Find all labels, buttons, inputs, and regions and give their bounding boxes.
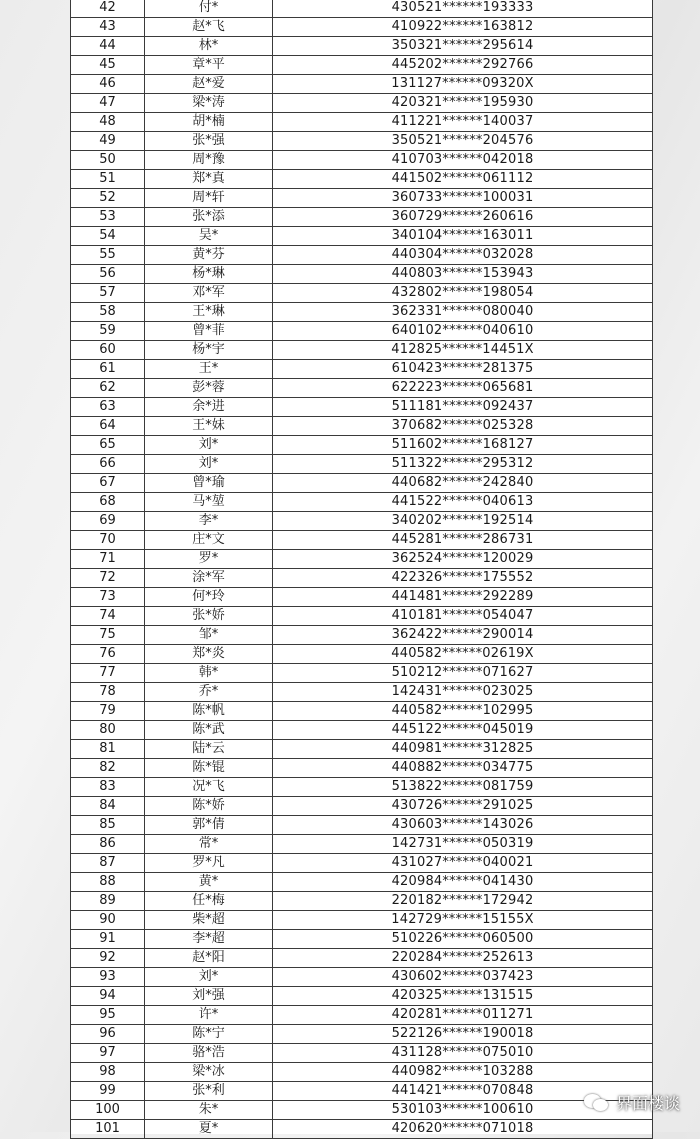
id-number-cell: 350321******295614 — [273, 37, 653, 56]
id-number-cell: 410703******042018 — [273, 151, 653, 170]
id-number-cell: 131127******09320X — [273, 75, 653, 94]
name-cell: 陈*宁 — [145, 1025, 273, 1044]
row-number-cell: 66 — [71, 455, 145, 474]
id-number-cell: 430602******037423 — [273, 968, 653, 987]
id-number-cell: 430603******143026 — [273, 816, 653, 835]
row-number-cell: 46 — [71, 75, 145, 94]
table-row — [71, 94, 653, 113]
name-cell: 杨*宇 — [145, 341, 273, 360]
row-number-cell: 83 — [71, 778, 145, 797]
table-row — [71, 341, 653, 360]
id-number-cell: 440582******102995 — [273, 702, 653, 721]
table-row — [71, 1082, 653, 1101]
id-number-cell: 445281******286731 — [273, 531, 653, 550]
row-number-cell: 90 — [71, 911, 145, 930]
table-row — [71, 455, 653, 474]
watermark-text: 界面楼谈 — [615, 1094, 680, 1113]
row-number-cell: 48 — [71, 113, 145, 132]
table-row — [71, 474, 653, 493]
row-number-cell: 51 — [71, 170, 145, 189]
row-number-cell: 44 — [71, 37, 145, 56]
id-number-cell: 440803******153943 — [273, 265, 653, 284]
row-number-cell: 53 — [71, 208, 145, 227]
id-number-cell: 360729******260616 — [273, 208, 653, 227]
row-number-cell: 96 — [71, 1025, 145, 1044]
id-number-cell: 411221******140037 — [273, 113, 653, 132]
name-cell: 韩* — [145, 664, 273, 683]
id-number-cell: 610423******281375 — [273, 360, 653, 379]
row-number-cell: 61 — [71, 360, 145, 379]
row-number-cell: 55 — [71, 246, 145, 265]
name-cell: 乔* — [145, 683, 273, 702]
row-number-cell: 75 — [71, 626, 145, 645]
name-cell: 张*添 — [145, 208, 273, 227]
row-number-cell: 43 — [71, 18, 145, 37]
id-number-cell: 430521******193333 — [273, 0, 653, 18]
id-number-cell: 432802******198054 — [273, 284, 653, 303]
name-cell: 况*飞 — [145, 778, 273, 797]
id-number-cell: 420620******071018 — [273, 1120, 653, 1139]
name-cell: 常* — [145, 835, 273, 854]
name-cell: 赵*爱 — [145, 75, 273, 94]
id-number-cell: 640102******040610 — [273, 322, 653, 341]
table-row — [71, 588, 653, 607]
table-row — [71, 1044, 653, 1063]
name-cell: 陈*锟 — [145, 759, 273, 778]
id-number-cell: 441522******040613 — [273, 493, 653, 512]
id-number-cell: 362422******290014 — [273, 626, 653, 645]
row-number-cell: 77 — [71, 664, 145, 683]
table-row — [71, 417, 653, 436]
name-cell: 李* — [145, 512, 273, 531]
id-number-cell: 142431******023025 — [273, 683, 653, 702]
id-number-cell: 440304******032028 — [273, 246, 653, 265]
name-cell: 张*强 — [145, 132, 273, 151]
row-number-cell: 82 — [71, 759, 145, 778]
name-cell: 彭*蓉 — [145, 379, 273, 398]
id-number-cell: 412825******14451X — [273, 341, 653, 360]
id-number-cell: 441421******070848 — [273, 1082, 653, 1101]
name-cell: 骆*浩 — [145, 1044, 273, 1063]
id-number-cell: 510212******071627 — [273, 664, 653, 683]
id-number-cell: 350521******204576 — [273, 132, 653, 151]
table-row — [71, 284, 653, 303]
table-row — [71, 227, 653, 246]
id-number-cell: 142731******050319 — [273, 835, 653, 854]
table-row — [71, 664, 653, 683]
name-cell: 刘* — [145, 968, 273, 987]
name-cell: 周*豫 — [145, 151, 273, 170]
table-row — [71, 569, 653, 588]
row-number-cell: 81 — [71, 740, 145, 759]
table-row — [71, 645, 653, 664]
name-cell: 梁*冰 — [145, 1063, 273, 1082]
row-number-cell: 72 — [71, 569, 145, 588]
name-cell: 朱* — [145, 1101, 273, 1120]
row-number-cell: 50 — [71, 151, 145, 170]
row-number-cell: 49 — [71, 132, 145, 151]
id-number-cell: 422326******175552 — [273, 569, 653, 588]
row-number-cell: 56 — [71, 265, 145, 284]
table-row — [71, 702, 653, 721]
id-number-cell: 340202******192514 — [273, 512, 653, 531]
row-number-cell: 93 — [71, 968, 145, 987]
name-cell: 曾*菲 — [145, 322, 273, 341]
table-row — [71, 303, 653, 322]
name-cell: 陈*武 — [145, 721, 273, 740]
name-cell: 王*妹 — [145, 417, 273, 436]
table-row — [71, 56, 653, 75]
id-number-cell: 370682******025328 — [273, 417, 653, 436]
table-row — [71, 37, 653, 56]
row-number-cell: 69 — [71, 512, 145, 531]
row-number-cell: 64 — [71, 417, 145, 436]
name-cell: 郑*真 — [145, 170, 273, 189]
table-row — [71, 1006, 653, 1025]
table-row — [71, 75, 653, 94]
id-number-cell: 510226******060500 — [273, 930, 653, 949]
name-cell: 夏* — [145, 1120, 273, 1139]
name-cell: 曾*瑜 — [145, 474, 273, 493]
table-row — [71, 740, 653, 759]
id-number-cell: 530103******100610 — [273, 1101, 653, 1120]
row-number-cell: 80 — [71, 721, 145, 740]
row-number-cell: 60 — [71, 341, 145, 360]
name-cell: 黄* — [145, 873, 273, 892]
table-row — [71, 398, 653, 417]
name-cell: 付* — [145, 0, 273, 18]
name-cell: 陈*帆 — [145, 702, 273, 721]
id-number-cell: 511602******168127 — [273, 436, 653, 455]
id-number-cell: 430726******291025 — [273, 797, 653, 816]
table-row — [71, 626, 653, 645]
name-cell: 章*平 — [145, 56, 273, 75]
name-cell: 陆*云 — [145, 740, 273, 759]
id-number-cell: 420984******041430 — [273, 873, 653, 892]
id-number-cell: 410922******163812 — [273, 18, 653, 37]
name-cell: 黄*芬 — [145, 246, 273, 265]
name-cell: 陈*娇 — [145, 797, 273, 816]
id-number-cell: 441481******292289 — [273, 588, 653, 607]
row-number-cell: 79 — [71, 702, 145, 721]
name-cell: 赵*飞 — [145, 18, 273, 37]
name-cell: 郭*倩 — [145, 816, 273, 835]
table-row — [71, 759, 653, 778]
table-row — [71, 1063, 653, 1082]
row-number-cell: 89 — [71, 892, 145, 911]
table-row — [71, 1120, 653, 1139]
id-number-cell: 362524******120029 — [273, 550, 653, 569]
table-row — [71, 873, 653, 892]
table-row — [71, 531, 653, 550]
row-number-cell: 58 — [71, 303, 145, 322]
row-number-cell: 52 — [71, 189, 145, 208]
roster-sheet — [70, 0, 652, 1134]
row-number-cell: 100 — [71, 1101, 145, 1120]
table-row — [71, 816, 653, 835]
row-number-cell: 74 — [71, 607, 145, 626]
table-row — [71, 132, 653, 151]
row-number-cell: 47 — [71, 94, 145, 113]
row-number-cell: 95 — [71, 1006, 145, 1025]
name-cell: 梁*涛 — [145, 94, 273, 113]
table-row — [71, 0, 653, 18]
row-number-cell: 84 — [71, 797, 145, 816]
watermark — [584, 1091, 680, 1114]
id-number-cell: 340104******163011 — [273, 227, 653, 246]
name-cell: 刘*强 — [145, 987, 273, 1006]
table-row — [71, 854, 653, 873]
name-cell: 胡*楠 — [145, 113, 273, 132]
id-number-cell: 511322******295312 — [273, 455, 653, 474]
name-cell: 杨*琳 — [145, 265, 273, 284]
name-cell: 许* — [145, 1006, 273, 1025]
row-number-cell: 94 — [71, 987, 145, 1006]
row-number-cell: 76 — [71, 645, 145, 664]
id-number-cell: 362331******080040 — [273, 303, 653, 322]
id-number-cell: 445202******292766 — [273, 56, 653, 75]
table-row — [71, 778, 653, 797]
id-number-cell: 420321******195930 — [273, 94, 653, 113]
table-row — [71, 683, 653, 702]
roster-body — [71, 0, 653, 1139]
row-number-cell: 67 — [71, 474, 145, 493]
name-cell: 吴* — [145, 227, 273, 246]
id-number-cell: 420281******011271 — [273, 1006, 653, 1025]
row-number-cell: 91 — [71, 930, 145, 949]
row-number-cell: 45 — [71, 56, 145, 75]
row-number-cell: 85 — [71, 816, 145, 835]
name-cell: 郑*炎 — [145, 645, 273, 664]
name-cell: 马*堃 — [145, 493, 273, 512]
row-number-cell: 71 — [71, 550, 145, 569]
table-row — [71, 379, 653, 398]
name-cell: 罗*凡 — [145, 854, 273, 873]
table-row — [71, 246, 653, 265]
name-cell: 刘* — [145, 436, 273, 455]
id-number-cell: 440682******242840 — [273, 474, 653, 493]
name-cell: 赵*阳 — [145, 949, 273, 968]
row-number-cell: 101 — [71, 1120, 145, 1139]
table-row — [71, 968, 653, 987]
id-number-cell: 513822******081759 — [273, 778, 653, 797]
name-cell: 王* — [145, 360, 273, 379]
table-row — [71, 322, 653, 341]
table-row — [71, 208, 653, 227]
table-row — [71, 892, 653, 911]
table-row — [71, 949, 653, 968]
row-number-cell: 97 — [71, 1044, 145, 1063]
row-number-cell: 92 — [71, 949, 145, 968]
row-number-cell: 87 — [71, 854, 145, 873]
row-number-cell: 54 — [71, 227, 145, 246]
row-number-cell: 62 — [71, 379, 145, 398]
table-row — [71, 170, 653, 189]
table-row — [71, 1101, 653, 1120]
name-cell: 李*超 — [145, 930, 273, 949]
row-number-cell: 73 — [71, 588, 145, 607]
name-cell: 任*梅 — [145, 892, 273, 911]
row-number-cell: 78 — [71, 683, 145, 702]
name-cell: 罗* — [145, 550, 273, 569]
row-number-cell: 70 — [71, 531, 145, 550]
name-cell: 邓*军 — [145, 284, 273, 303]
name-cell: 何*玲 — [145, 588, 273, 607]
row-number-cell: 99 — [71, 1082, 145, 1101]
wechat-icon — [584, 1092, 610, 1114]
name-cell: 柴*超 — [145, 911, 273, 930]
id-number-cell: 440882******034775 — [273, 759, 653, 778]
table-row — [71, 930, 653, 949]
name-cell: 余*进 — [145, 398, 273, 417]
id-number-cell: 622223******065681 — [273, 379, 653, 398]
id-number-cell: 440981******312825 — [273, 740, 653, 759]
row-number-cell: 59 — [71, 322, 145, 341]
table-row — [71, 987, 653, 1006]
row-number-cell: 88 — [71, 873, 145, 892]
name-cell: 邹* — [145, 626, 273, 645]
table-row — [71, 550, 653, 569]
table-row — [71, 797, 653, 816]
name-cell: 周*轩 — [145, 189, 273, 208]
name-cell: 林* — [145, 37, 273, 56]
row-number-cell: 65 — [71, 436, 145, 455]
id-number-cell: 360733******100031 — [273, 189, 653, 208]
name-cell: 涂*军 — [145, 569, 273, 588]
roster-table — [70, 0, 653, 1139]
id-number-cell: 142729******15155X — [273, 911, 653, 930]
row-number-cell: 63 — [71, 398, 145, 417]
name-cell: 张*利 — [145, 1082, 273, 1101]
row-number-cell: 68 — [71, 493, 145, 512]
name-cell: 庄*文 — [145, 531, 273, 550]
table-row — [71, 911, 653, 930]
table-row — [71, 607, 653, 626]
id-number-cell: 522126******190018 — [273, 1025, 653, 1044]
row-number-cell: 42 — [71, 0, 145, 18]
row-number-cell: 57 — [71, 284, 145, 303]
id-number-cell: 440982******103288 — [273, 1063, 653, 1082]
table-row — [71, 493, 653, 512]
table-row — [71, 721, 653, 740]
id-number-cell: 410181******054047 — [273, 607, 653, 626]
name-cell: 刘* — [145, 455, 273, 474]
table-row — [71, 1025, 653, 1044]
row-number-cell: 98 — [71, 1063, 145, 1082]
id-number-cell: 445122******045019 — [273, 721, 653, 740]
id-number-cell: 420325******131515 — [273, 987, 653, 1006]
table-row — [71, 18, 653, 37]
id-number-cell: 220284******252613 — [273, 949, 653, 968]
table-row — [71, 512, 653, 531]
table-row — [71, 835, 653, 854]
name-cell: 张*娇 — [145, 607, 273, 626]
id-number-cell: 431027******040021 — [273, 854, 653, 873]
id-number-cell: 440582******02619X — [273, 645, 653, 664]
id-number-cell: 511181******092437 — [273, 398, 653, 417]
id-number-cell: 431128******075010 — [273, 1044, 653, 1063]
table-row — [71, 360, 653, 379]
name-cell: 王*琳 — [145, 303, 273, 322]
row-number-cell: 86 — [71, 835, 145, 854]
table-row — [71, 151, 653, 170]
table-row — [71, 113, 653, 132]
id-number-cell: 220182******172942 — [273, 892, 653, 911]
table-row — [71, 436, 653, 455]
table-row — [71, 189, 653, 208]
id-number-cell: 441502******061112 — [273, 170, 653, 189]
table-row — [71, 265, 653, 284]
